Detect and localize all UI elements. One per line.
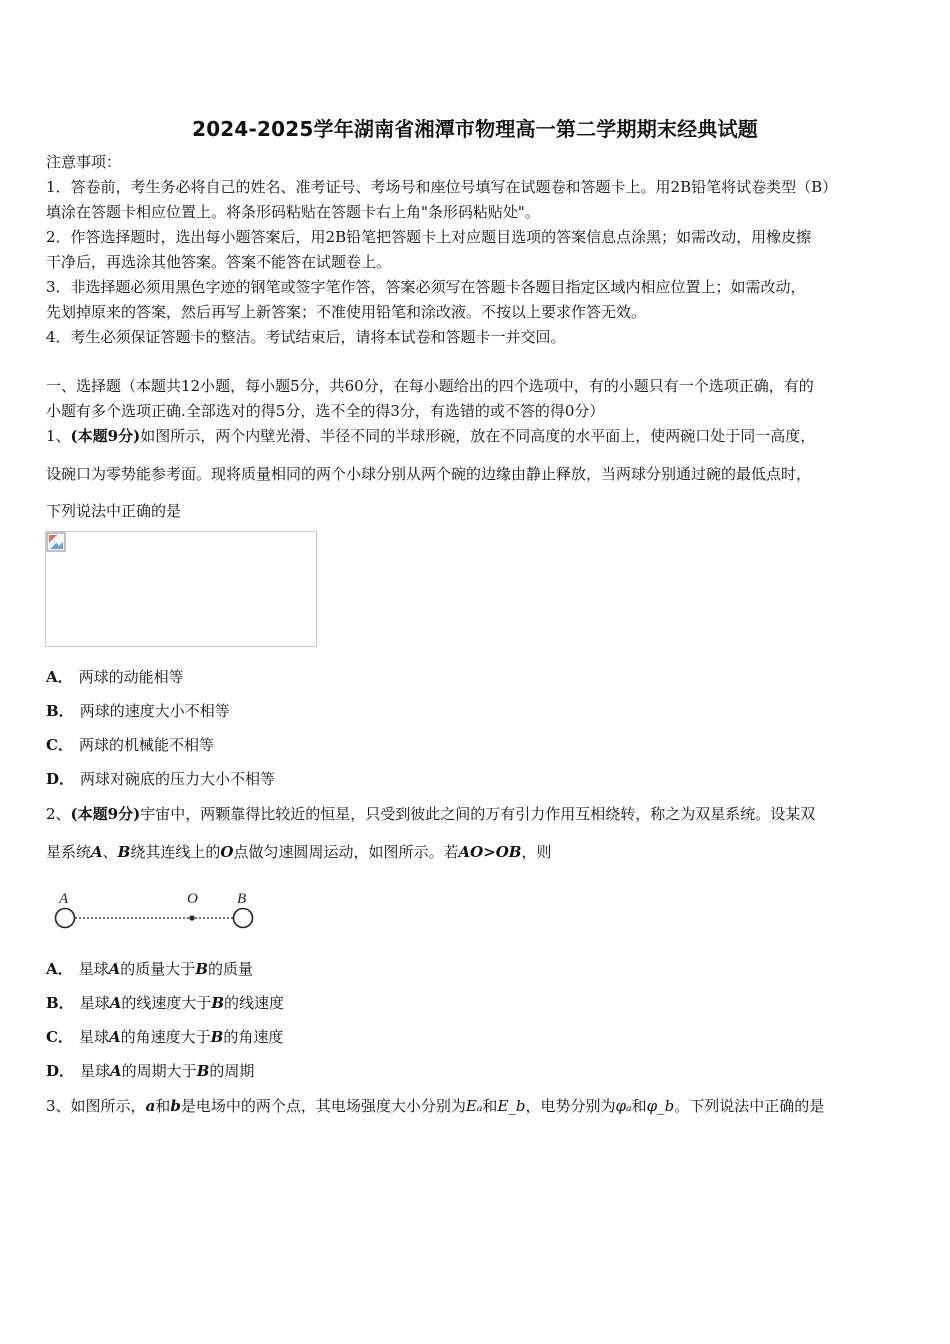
question-text: 如图所示，两个内壁光滑、半径不同的半球形碗，放在不同高度的水平面上，使两碗口处于同一高度，: [140, 427, 816, 445]
question-1-line: 设碗口为零势能参考面。现将质量相同的两个小球分别从两个碗的边缘由静止释放，当两球分别通过碗的最低点时，: [46, 465, 812, 483]
question-text: 如图所示，: [70, 1097, 146, 1115]
option-var: A: [108, 1028, 121, 1046]
option-d: [46, 769, 275, 789]
option-text: 两球的速度大小不相等: [79, 702, 230, 720]
notice-line: 干净后，再选涂其他答案。答案不能答在试题卷上。: [46, 253, 392, 271]
question-number: 1、: [46, 427, 71, 445]
field-ea: Eₐ: [465, 1097, 483, 1115]
question-2-line: [46, 842, 908, 862]
question-text: 是电场中的两个点，其电场强度大小分别为: [180, 1097, 466, 1115]
option-text: 的角速度: [223, 1028, 284, 1046]
notice-line: 填涂在答题卡相应位置上。将条形码粘贴在答题卡右上角"条形码粘贴处"。: [46, 203, 540, 221]
notice-line: 1．答卷前，考生务必将自己的姓名、准考证号、考场号和座位号填写在试题卷和答题卡上。用2B铅笔将试卷类型（B）: [46, 178, 838, 196]
option-text: 星球: [80, 1062, 111, 1080]
option-var: B: [196, 1062, 210, 1080]
question-1-line: 下列说法中正确的是: [46, 502, 182, 520]
option-letter: A．: [46, 668, 73, 686]
potential-a: φₐ: [615, 1097, 632, 1115]
option-text: 两球的动能相等: [78, 668, 184, 686]
section-line: 一、选择题（本题共12小题，每小题5分，共60分，在每小题给出的四个选项中，有的小题只有一个选项正确，有的: [46, 377, 814, 395]
figure-label-o: O: [187, 891, 198, 907]
star-b-circle: [234, 909, 253, 928]
option-letter: D．: [46, 1062, 75, 1080]
option-c: [46, 735, 214, 755]
option-var: A: [109, 994, 122, 1012]
option-text: 的线速度: [224, 994, 285, 1012]
option-text: 星球: [78, 960, 109, 978]
option-var: A: [108, 960, 121, 978]
option-text: 的周期大于: [121, 1062, 197, 1080]
question-text: 星系统: [46, 843, 92, 861]
option-text: 星球: [79, 994, 110, 1012]
broken-image-icon: [46, 532, 66, 552]
notice-line: 3．非选择题必须用黑色字迹的钢笔或签字笔作答，答案必须写在答题卡各题目指定区域内相应位置上；如需改动，: [46, 278, 806, 296]
question-1-image-placeholder: [45, 531, 317, 647]
notice-line: 2．作答选择题时，选出每小题答案后，用2B铅笔把答题卡上对应题目选项的答案信息点涂黑；如需改动，用橡皮擦: [46, 228, 812, 246]
option-a: [46, 667, 184, 687]
section-line: 小题有多个选项正确.全部选对的得5分，选不全的得3分，有选错的或不答的得0分）: [46, 402, 605, 420]
field-eb: E_b: [497, 1097, 526, 1115]
option-text: 的质量: [208, 960, 254, 978]
option-c: [46, 1027, 283, 1047]
option-letter: D．: [46, 770, 75, 788]
separator: 、: [102, 843, 118, 861]
question-number: 3、: [46, 1097, 71, 1115]
binary-star-figure: [50, 886, 265, 934]
question-3-line: [46, 1096, 908, 1116]
question-text: 和: [155, 1097, 171, 1115]
notice-heading: 注意事项：: [46, 153, 122, 171]
option-b: [46, 993, 284, 1013]
question-text: 宇宙中，两颗靠得比较近的恒星，只受到彼此之间的万有引力作用互相绕转，称之为双星系统。设某双: [140, 805, 816, 823]
question-number: 2、: [46, 805, 71, 823]
option-letter: C．: [46, 736, 73, 754]
figure-label-a: A: [59, 891, 69, 907]
option-text: 的角速度大于: [120, 1028, 211, 1046]
option-d: [46, 1061, 254, 1081]
question-text: 和: [482, 1097, 498, 1115]
question-text: ，则: [521, 843, 552, 861]
option-a: [46, 959, 253, 979]
option-letter: B．: [46, 994, 74, 1012]
question-points: (本题9分): [70, 805, 141, 823]
option-text: 两球对碗底的压力大小不相等: [80, 770, 276, 788]
notice-line: 先划掉原来的答案，然后再写上新答案；不准使用铅笔和涂改液。不按以上要求作答无效。: [46, 303, 647, 321]
question-text: 和: [631, 1097, 647, 1115]
option-text: 的质量大于: [120, 960, 196, 978]
potential-b: φ_b: [646, 1097, 675, 1115]
point-b-label: b: [170, 1097, 181, 1115]
option-text: 两球的机械能不相等: [78, 736, 214, 754]
option-var: B: [211, 994, 225, 1012]
figure-label-b: B: [237, 891, 247, 907]
page-title: 2024-2025学年湖南省湘潭市物理高一第二学期期末经典试题: [192, 117, 758, 141]
question-text: 点做匀速圆周运动，如图所示。若: [233, 843, 459, 861]
option-var: A: [110, 1062, 122, 1080]
option-letter: C．: [46, 1028, 73, 1046]
option-letter: B．: [46, 702, 74, 720]
point-a-label: a: [145, 1097, 156, 1115]
option-letter: A．: [46, 960, 73, 978]
center-o-dot: [189, 915, 194, 920]
option-text: 的周期: [209, 1062, 255, 1080]
option-var: B: [210, 1028, 224, 1046]
star-a-label: A: [91, 843, 103, 861]
star-b-label: B: [117, 843, 131, 861]
notice-line: 4．考生必须保证答题卡的整洁。考试结束后，请将本试卷和答题卡一并交回。: [46, 328, 566, 346]
option-b: [46, 701, 230, 721]
question-text: 绕其连线上的: [130, 843, 221, 861]
question-text: 。下列说法中正确的是: [674, 1097, 825, 1115]
option-var: B: [195, 960, 208, 978]
star-a-circle: [56, 909, 75, 928]
option-text: 的线速度大于: [121, 994, 212, 1012]
option-text: 星球: [78, 1028, 109, 1046]
question-2-line: [46, 804, 908, 824]
question-points: (本题9分): [70, 427, 141, 445]
point-o-label: O: [220, 843, 234, 861]
question-text: ，电势分别为: [525, 1097, 616, 1115]
question-1-line: [46, 426, 908, 446]
relation: AO>OB: [458, 843, 522, 861]
